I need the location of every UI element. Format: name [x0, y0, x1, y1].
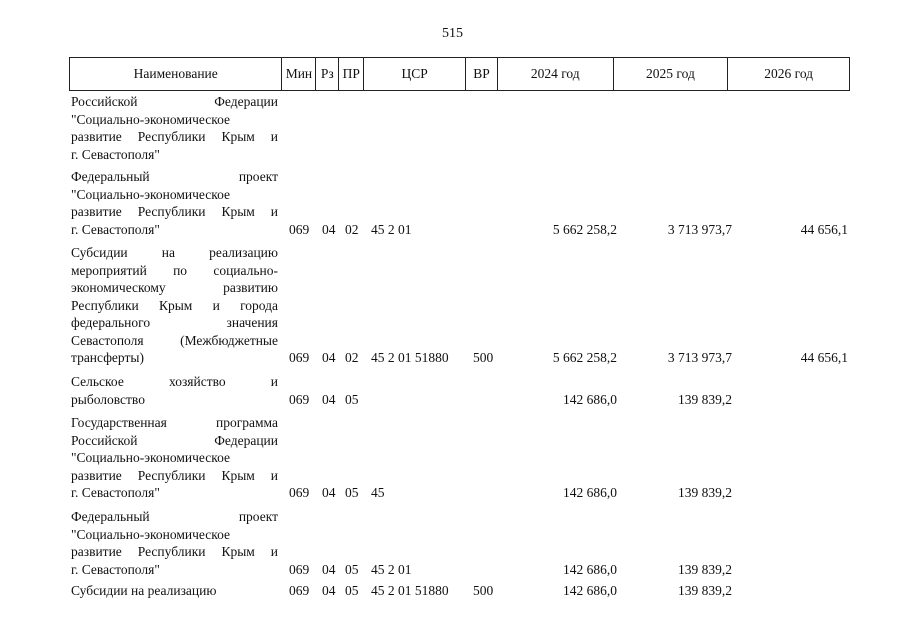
- cell-pr: 05: [345, 485, 359, 500]
- table-row: [69, 168, 850, 238]
- row-name-line: экономическому развитию: [71, 280, 278, 295]
- row-name: [71, 244, 278, 367]
- cell-min: 069: [289, 350, 310, 365]
- cell-y2024: 142 686,0: [563, 391, 617, 407]
- row-name-line: г. Севастополя": [71, 146, 160, 162]
- cell-y2025: 139 839,2: [678, 561, 732, 577]
- row-name-line: "Социально-экономическое: [71, 526, 230, 542]
- cell-csr: 45 2 01: [371, 561, 412, 577]
- row-name-line: Субсидии на реализацию: [71, 583, 217, 598]
- row-name-line: рыболовство: [71, 391, 145, 407]
- cell-rz: 04: [322, 561, 336, 577]
- row-name-line: Севастополя (Межбюджетные: [71, 332, 278, 348]
- cell-vr: 500: [473, 350, 494, 365]
- cell-y2026: 44 656,1: [800, 221, 848, 237]
- cell-y2024: 142 686,0: [563, 485, 617, 500]
- cell-rz: 04: [322, 350, 336, 365]
- cell-pr: 05: [345, 561, 359, 577]
- header-pr: ПР: [339, 58, 364, 90]
- cell-pr: 05: [345, 583, 359, 598]
- cell-pr: 02: [345, 350, 359, 365]
- row-name-line: Федеральный проект: [71, 169, 278, 184]
- header-csr: ЦСР: [364, 58, 466, 90]
- row-name-line: Республики Крым и города: [71, 297, 278, 313]
- row-name-line: трансферты): [71, 350, 144, 365]
- row-name-line: развитие Республики Крым и: [71, 129, 278, 144]
- row-name: [71, 168, 278, 238]
- row-name-line: г. Севастополя": [71, 561, 160, 577]
- cell-csr: 45 2 01 51880: [371, 350, 449, 365]
- cell-min: 069: [289, 561, 310, 577]
- table-row: [69, 93, 850, 163]
- row-name-line: "Социально-экономическое: [71, 186, 230, 202]
- table-row: [69, 508, 850, 578]
- cell-pr: 02: [345, 221, 359, 237]
- cell-rz: 04: [322, 221, 336, 237]
- row-name-line: мероприятий по социально-: [71, 262, 278, 278]
- cell-min: 069: [289, 583, 310, 598]
- header-name: Наименование: [70, 58, 282, 90]
- row-name-line: развитие Республики Крым и: [71, 467, 278, 483]
- table-header: [69, 57, 850, 91]
- cell-min: 069: [289, 485, 310, 500]
- cell-pr: 05: [345, 391, 359, 407]
- cell-csr: 45: [371, 485, 385, 500]
- row-name-line: Российской Федерации: [71, 94, 278, 109]
- cell-y2024: 5 662 258,2: [552, 221, 617, 237]
- header-2026: 2026 год: [764, 66, 814, 81]
- cell-y2024: 142 686,0: [563, 561, 617, 577]
- cell-vr: 500: [473, 583, 494, 598]
- row-name: [71, 93, 278, 163]
- table-row: [69, 373, 850, 408]
- cell-y2025: 139 839,2: [678, 391, 732, 407]
- row-name: [71, 508, 278, 578]
- cell-y2025: 139 839,2: [678, 583, 732, 598]
- row-name-line: развитие Республики Крым и: [71, 204, 278, 219]
- cell-rz: 04: [322, 391, 336, 407]
- header-2024: 2024 год: [498, 58, 614, 90]
- row-name-line: Государственная программа: [71, 415, 278, 430]
- row-name: [71, 373, 278, 408]
- header-vr: ВР: [466, 58, 498, 90]
- cell-min: 069: [289, 391, 310, 407]
- row-name: [71, 414, 278, 502]
- row-name-line: Федеральный проект: [71, 509, 278, 524]
- cell-y2024: 5 662 258,2: [552, 350, 617, 365]
- table-row: [69, 414, 850, 502]
- header-2025: 2025 год: [614, 58, 729, 90]
- row-name-line: федерального значения: [71, 315, 278, 330]
- header-rz: Рз: [316, 58, 339, 90]
- cell-rz: 04: [322, 583, 336, 598]
- row-name-line: развитие Республики Крым и: [71, 544, 278, 559]
- cell-rz: 04: [322, 485, 336, 500]
- cell-y2025: 3 713 973,7: [667, 350, 732, 365]
- row-name-line: Российской Федерации: [71, 432, 278, 448]
- table-row: [69, 582, 850, 600]
- row-name-line: Сельское хозяйство и: [71, 374, 278, 389]
- header-min: Мин: [282, 58, 316, 90]
- row-name-line: "Социально-экономическое: [71, 450, 230, 465]
- cell-y2024: 142 686,0: [563, 583, 617, 598]
- row-name-line: Субсидии на реализацию: [71, 245, 278, 260]
- cell-min: 069: [289, 221, 310, 237]
- cell-y2025: 3 713 973,7: [667, 221, 732, 237]
- row-name-line: "Социально-экономическое: [71, 111, 230, 127]
- table-row: [69, 244, 850, 367]
- row-name: [71, 582, 278, 600]
- row-name-line: г. Севастополя": [71, 221, 160, 237]
- cell-csr: 45 2 01: [371, 221, 412, 237]
- cell-csr: 45 2 01 51880: [371, 583, 449, 598]
- cell-y2026: 44 656,1: [800, 350, 848, 365]
- row-name-line: г. Севастополя": [71, 485, 160, 500]
- cell-y2025: 139 839,2: [678, 485, 732, 500]
- page-number: 515: [442, 26, 463, 41]
